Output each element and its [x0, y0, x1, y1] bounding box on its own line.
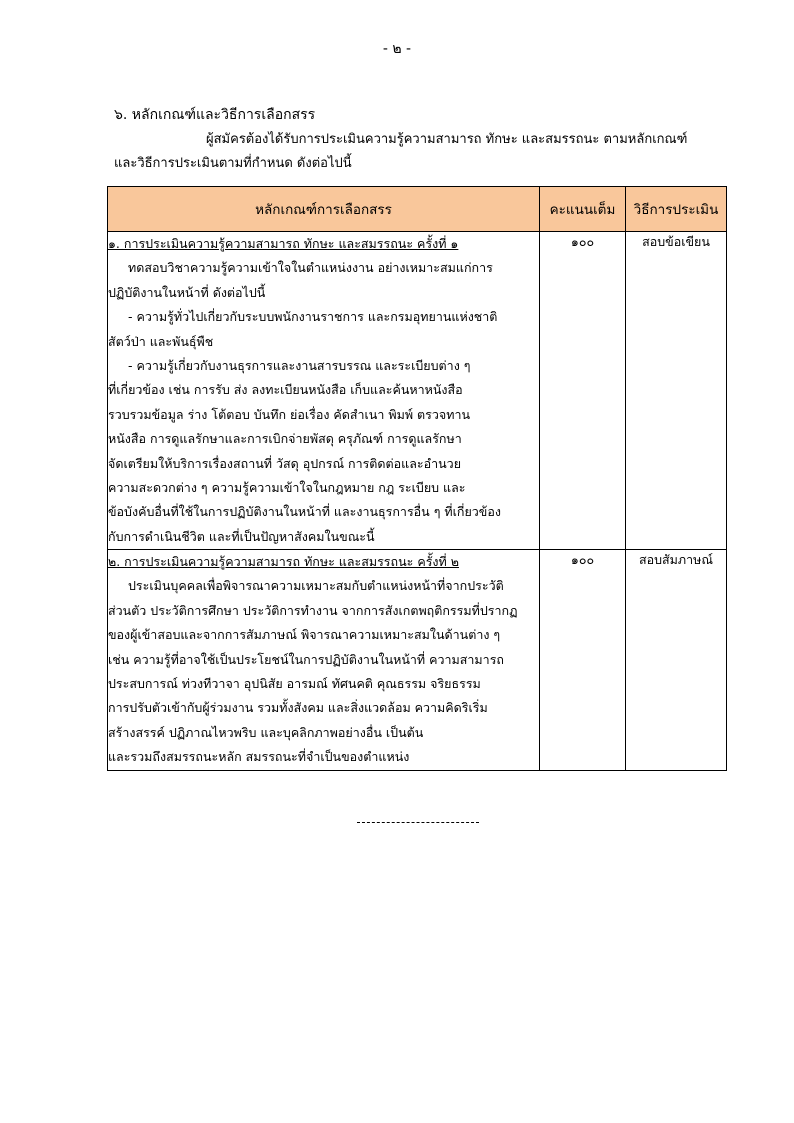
intro-line-1: ผู้สมัครต้องได้รับการประเมินความรู้ความสามารถ ทักษะ และสมรรถนะ ตามหลักเกณฑ์: [206, 132, 688, 147]
criteria-text-line: หนังสือ การดูแลรักษาและการเบิกจ่ายพัสดุ ครุภัณฑ์ การดูแลรักษา: [108, 431, 462, 447]
criteria-text-line: ประสบการณ์ ท่วงทีวาจา อุปนิสัย อารมณ์ ทัศนคติ คุณธรรม จริยธรรม: [108, 676, 481, 692]
section-title: ๖. หลักเกณฑ์และวิธีการเลือกสรร: [114, 107, 316, 123]
table-row: [108, 232, 727, 550]
criteria-text-line: สร้างสรรค์ ปฏิภาณไหวพริบ และบุคลิกภาพอย่างอื่น เป็นต้น: [108, 724, 424, 740]
criteria-text-line: จัดเตรียมให้บริการเรื่องสถานที่ วัสดุ อุปกรณ์ การติดต่อและอำนวย: [108, 455, 462, 471]
criteria-text-line: สัตว์ป่า และพันธุ์พืช: [108, 333, 214, 349]
criteria-text-line: ประเมินบุคคลเพื่อพิจารณาความเหมาะสมกับตำแหน่งหน้าที่จากประวัติ: [128, 578, 504, 594]
criteria-title: ๒. การประเมินความรู้ความสามารถ ทักษะ และสมรรถนะ ครั้งที่ ๒: [108, 554, 459, 570]
criteria-text-line: ทดสอบวิชาความรู้ความเข้าใจในตำแหน่งงาน อย่างเหมาะสมแก่การ: [128, 260, 493, 276]
page-number: - ๒ -: [382, 41, 412, 57]
full-score-cell: ๑๐๐: [540, 550, 626, 771]
criteria-text-line: เช่น ความรู้ที่อาจใช้เป็นประโยชน์ในการปฏิบัติงานในหน้าที่ ความสามารถ: [108, 651, 504, 667]
criteria-cell: [108, 550, 540, 771]
header-criteria: หลักเกณฑ์การเลือกสรร: [108, 187, 540, 232]
criteria-text-line: ที่เกี่ยวข้อง เช่น การรับ ส่ง ลงทะเบียนหนังสือ เก็บและค้นหาหนังสือ: [108, 382, 463, 398]
intro-line-2: และวิธีการประเมินตามที่กำหนด ดังต่อไปนี้: [114, 156, 352, 171]
criteria-text-line: - ความรู้เกี่ยวกับงานธุรการและงานสารบรรณ และระเบียบต่าง ๆ: [128, 357, 471, 373]
criteria-text-line: ปฏิบัติงานในหน้าที่ ดังต่อไปนี้: [108, 284, 266, 300]
end-divider: [357, 822, 479, 823]
criteria-text-line: กับการดำเนินชีวิต และที่เป็นปัญหาสังคมในขณะนี้: [108, 528, 375, 544]
criteria-text-line: ข้อบังคับอื่นที่ใช้ในการปฏิบัติงานในหน้าที่ และงานธุรการอื่น ๆ ที่เกี่ยวข้อง: [108, 504, 501, 520]
criteria-title: ๑. การประเมินความรู้ความสามารถ ทักษะ และสมรรถนะ ครั้งที่ ๑: [108, 236, 459, 251]
criteria-text-line: การปรับตัวเข้ากับผู้ร่วมงาน รวมทั้งสังคม และสิ่งแวดล้อม ความคิดริเริ่ม: [108, 700, 488, 716]
method-cell: สอบข้อเขียน: [626, 232, 727, 550]
criteria-text-line: - ความรู้ทั่วไปเกี่ยวกับระบบพนักงานราชการ และกรมอุทยานแห่งชาติ: [128, 309, 498, 325]
table-header-row: [108, 187, 727, 232]
header-method: วิธีการประเมิน: [626, 187, 727, 232]
criteria-text-line: ความสะดวกต่าง ๆ ความรู้ความเข้าใจในกฎหมาย กฎ ระเบียบ และ: [108, 479, 466, 495]
full-score-cell: ๑๐๐: [540, 232, 626, 550]
criteria-text-line: และรวมถึงสมรรถนะหลัก สมรรถนะที่จำเป็นของตำแหน่ง: [108, 749, 410, 765]
criteria-text-line: รวบรวมข้อมูล ร่าง โต้ตอบ บันทึก ย่อเรื่อง คัดสำเนา พิมพ์ ตรวจทาน: [108, 406, 471, 422]
method-cell: สอบสัมภาษณ์: [626, 550, 727, 771]
criteria-text-line: ของผู้เข้าสอบและจากการสัมภาษณ์ พิจารณาความเหมาะสมในด้านต่าง ๆ: [108, 627, 501, 643]
section-intro: [114, 128, 714, 176]
criteria-table: [107, 186, 727, 771]
header-full-score: คะแนนเต็ม: [540, 187, 626, 232]
criteria-cell: [108, 232, 540, 550]
table-row: [108, 550, 727, 771]
criteria-text-line: ส่วนตัว ประวัติการศึกษา ประวัติการทำงาน จากการสังเกตพฤติกรรมที่ปรากฏ: [108, 602, 518, 618]
